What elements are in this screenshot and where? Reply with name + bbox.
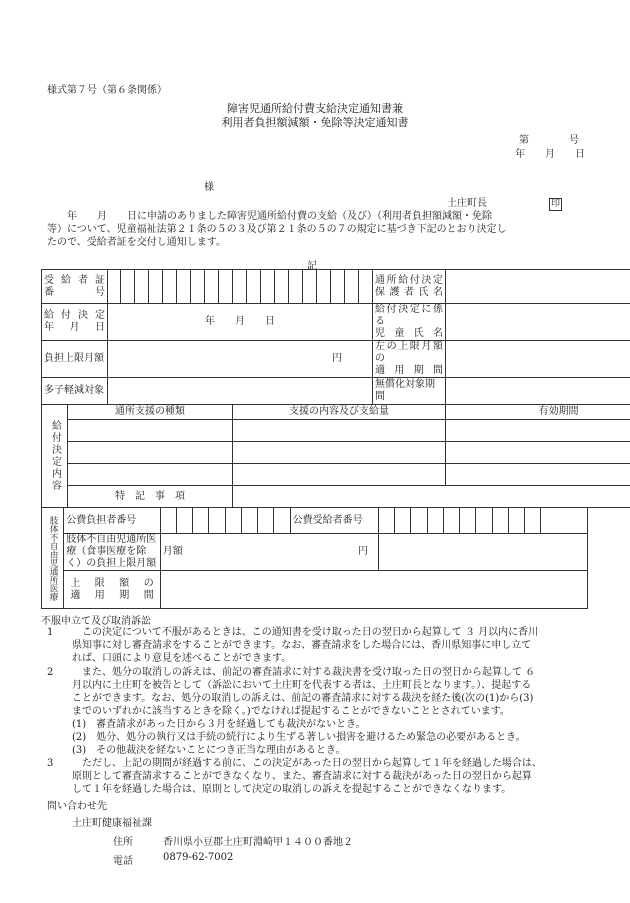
payer-no-digit [274,508,290,534]
recipient-no-rest [541,508,588,534]
appeal-item-3: 3 ただし、上記の期間が経過する前に、この決定があった日の翌日から起算して１年を経過した場合は、 原則として審査請求することができなくなり、また、審査請求に対する裁決があった日の翌日から起算 して１年を経過した場合は、原則として決定の取消しの訴えを提起することができなくなります。 [47,758,542,795]
issuer-line [447,194,562,211]
guardian-label: 通所給付決定 保護者氏名 [373,270,446,304]
decision-table [41,269,630,508]
contact-heading: 問い合わせ先 [47,801,107,812]
child-name-value [446,304,630,341]
form-number: 様式第７号（第６条関係） [47,85,167,96]
appeal-sub-3: (3) その他裁決を経ないことにつき正当な理由があるとき。 [72,745,346,756]
payer-no-digit [258,508,274,534]
contact-phone-label: 電話 [113,856,133,867]
payer-no-digit [241,508,257,534]
decision-date-value: 年 月 日 [108,304,373,341]
cert-no-digit [275,270,289,304]
cert-no-digit [317,270,331,304]
col-valid-period: 有効期間 [446,405,630,420]
recipient-no-digit [476,508,492,534]
issuer-name: 土庄町長 [447,198,487,209]
cert-no-digit [163,270,177,304]
monthly-amount: 月額 円 [160,534,378,571]
recipient-no-digit [411,508,427,534]
appeal-item-2: 2 また、処分の取消しの訴えは、前記の審査請求に対する裁決書を受け取った日の翌日から起算して ６ 月以内に土庄町を被告として（訴訟において土庄町を代表する者は、土庄町長となります。）、提起する ことができます。なお、処分の取消しの訴えは、前記の審査請求に対する裁決を経た後(次の(1)から(3) までのいずれかに該当するときを除く。)でなければ提起することができないこととされています。 [47,667,536,717]
contact-address: 香川県小豆郡土庄町淵崎甲１４００番地２ [163,837,353,848]
cert-no-digit [191,270,205,304]
medical-side-label: 肢体不自由児通所医療 [42,508,64,609]
decision-date-label: 給 付 決 定 年 月 日 [42,304,108,341]
special-notes-label: 特 記 事 項 [68,486,233,508]
service-type-cell [68,442,233,464]
child-name-label: 給付決定に係る 児 童 氏 名 [373,304,446,341]
recipient-no-digit [492,508,508,534]
appeal-item-1: 1 この決定について不服があるときは、この通知書を受け取った日の翌日から起算して ３ 月以内に香川 県知事に対し審査請求をすることができます。なお、審査請求をした場合には、香川県知事に申し立て れば、口頭により意見を述べることができます。 [47,627,539,664]
contact-phone: 0879-62-7002 [163,852,234,863]
support-content-cell [233,464,446,486]
service-type-cell [68,464,233,486]
medical-limit-label: 肢体不自由児通所医療（食事医療を除く）の負担上限月額 [64,534,160,571]
cert-no-digit [121,270,135,304]
payer-no-digit [160,508,176,534]
payer-no-label: 公費負担者番号 [64,508,160,534]
cert-no-digit [345,270,359,304]
recipient-no-digit [524,508,540,534]
recipient-no-digit [378,508,394,534]
appeal-heading: 不服申立て及び取消訴訟 [41,616,151,627]
special-notes-value [233,486,630,508]
cert-no-digit [331,270,345,304]
recipient-no-digit [427,508,443,534]
cert-no-digit [219,270,233,304]
cert-no-digit [261,270,275,304]
payer-no-digit [225,508,241,534]
limit-period-label: 左の上限月額の 適 用 期 間 [373,341,446,378]
service-type-cell [68,420,233,442]
recipient-no-digit [443,508,459,534]
intro-line: 等）について、児童福祉法第２１条の５の３及び第２１条の５の７の規定に基づき下記のとおり決定し [47,224,507,235]
contact-department: 土庄町健康福祉課 [72,818,152,829]
recipient-no-digit [460,508,476,534]
payer-no-digit [209,508,225,534]
contact-address-label: 住所 [113,837,133,848]
free-period-value [446,378,630,405]
burden-limit-label: 負担上限月額 [42,341,108,378]
support-content-cell [233,420,446,442]
cert-no-digit [359,270,373,304]
guardian-value [446,270,630,304]
medical-table [41,507,588,609]
cert-no-digit [289,270,303,304]
multi-child-value [108,378,373,405]
burden-limit-unit: 円 [108,341,373,378]
cert-no-digit [149,270,163,304]
ki-heading: 記 [307,261,317,272]
recipient-no-digit [395,508,411,534]
valid-period-cell [446,420,630,442]
intro-line: たので、受給者証を交付し通知します。 [47,237,226,248]
cert-no-digit [108,270,121,304]
content-label: 給付決定内容 [42,405,68,508]
title-line-2: 利用者負担額減額・免除等決定通知書 [221,116,409,129]
monthly-amount-blank [378,534,587,571]
payer-no-digit [176,508,192,534]
cert-no-digit [247,270,261,304]
intro-line: 年 月 日に申請のありました障害児通所給付費の支給（及び）（利用者負担額減額・免除 [47,211,492,222]
payer-no-digit [193,508,209,534]
cert-no-digit [177,270,191,304]
cert-no-label: 受 給 者 証 番 号 [42,270,108,304]
recipient-no-label: 公費受給者番号 [290,508,378,534]
valid-period-cell [446,464,630,486]
support-content-cell [233,442,446,464]
title-line-1: 障害児通所給付費支給決定通知書兼 [227,102,403,115]
recipient-suffix: 様 [204,182,214,193]
medical-period-value [160,571,587,609]
document-date: 年 月 日 [515,149,585,160]
document-number: 第 号 [519,135,579,146]
appeal-sub-2: (2) 処分、処分の執行又は手続の続行により生ずる著しい損害を避けるため緊急の必要があるとき。 [72,732,526,743]
free-period-label: 無償化対象期間 [373,378,446,405]
col-support-content: 支援の内容及び支給量 [233,405,446,420]
cert-no-digit [233,270,247,304]
seal-mark: 印 [550,199,560,209]
recipient-no-digit [508,508,524,534]
intro-paragraph [47,210,507,249]
medical-period-label: 上 限 額 の 適 用 期 間 [64,571,160,609]
col-service-type: 通所支援の種類 [68,405,233,420]
cert-no-digit [303,270,317,304]
valid-period-cell [446,442,630,464]
cert-no-digit [205,270,219,304]
multi-child-label: 多子軽減対象 [42,378,108,405]
appeal-sub-1: (1) 審査請求があった日から３月を経過しても裁決がないとき。 [72,719,366,730]
limit-period-value [446,341,630,378]
cert-no-digit [135,270,149,304]
